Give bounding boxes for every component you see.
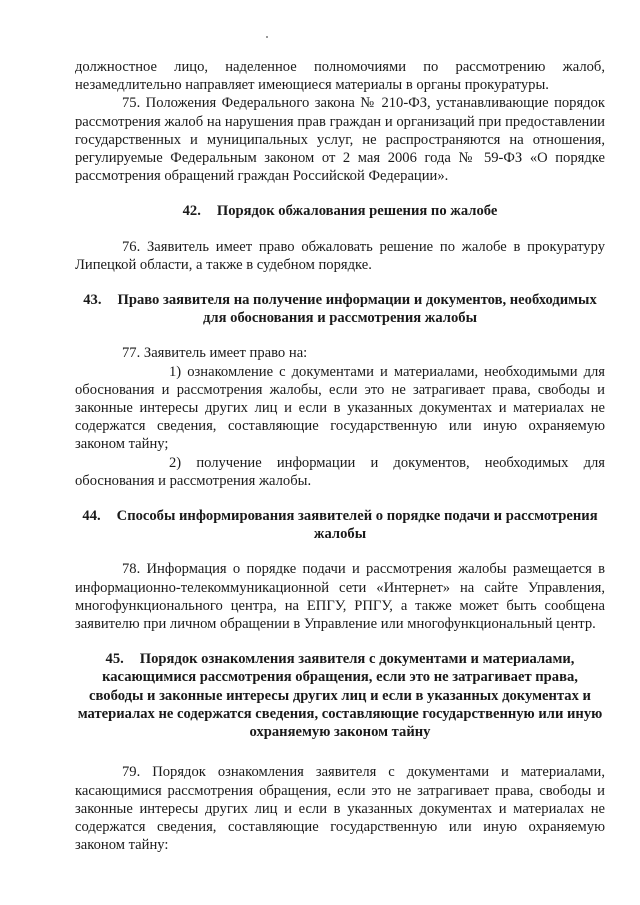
section-heading-45	[75, 650, 605, 741]
paragraph-75: 75. Положения Федерального закона № 210-ФЗ, устанавливающие порядок рассмотрения жалоб на нарушения прав граждан и организаций при предоставлении государственных и муниципальных услуг, не распространяются на отношения, регулируемые Федеральным законом от 2 мая 2006 года № 59-ФЗ «О порядке рассмотрения обращений граждан Российской Федерации».	[75, 95, 605, 185]
scan-speck	[266, 36, 268, 38]
paragraph-78: 78. Информация о порядке подачи и рассмотрения жалобы размещается в информационно-телекоммуникационной сети «Интернет» на сайте Управления, многофункционального центра, на ЕПГУ, РПГУ, а также может быть сообщена заявителю при личном обращении в Управление или многофункциональный центр.	[75, 561, 605, 633]
list-number: 1)	[169, 363, 182, 380]
section-number: 42.	[182, 203, 201, 220]
paragraph-79: 79. Порядок ознакомления заявителя с документами и материалами, касающимися рассмотрения обращения, если это не затрагивает права, свободы и законные интересы других лиц и если в указанных документах и материалах не содержатся сведения, составляющие государственную или иную охраняемую законом тайну:	[75, 764, 605, 854]
section-title: Порядок обжалования решения по жалобе	[216, 203, 498, 220]
section-title: Право заявителя на получение информации и документов, необходимых для обоснования и рассмотрения жалобы	[117, 292, 597, 327]
paragraph-76: 76. Заявитель имеет право обжаловать решение по жалобе в прокуратуру Липецкой области, а также в судебном порядке.	[75, 238, 605, 273]
list-item-77-1	[75, 363, 605, 454]
section-heading-44	[75, 507, 605, 543]
paragraph-continuation: должностное лицо, наделенное полномочиями по рассмотрению жалоб, незамедлительно направляет имеющиеся материалы в органы прокуратуры.	[75, 59, 605, 94]
section-number: 43.	[83, 292, 102, 309]
section-number: 44.	[82, 508, 101, 525]
list-number: 2)	[169, 454, 182, 471]
document-page	[75, 58, 605, 854]
section-title: Способы информирования заявителей о порядке подачи и рассмотрения жалобы	[116, 508, 598, 543]
section-heading-42	[75, 202, 605, 220]
paragraph-77: 77. Заявитель имеет право на:	[122, 345, 308, 362]
list-text: получение информации и документов, необходимых для обоснования и рассмотрения жалобы.	[75, 454, 605, 489]
section-title: Порядок ознакомления заявителя с документами и материалами, касающимися рассмотрения обращения, если это не затрагивает права, свободы и законные интересы других лиц и если в указанных документах и материалах не содержатся сведения, составляющие государственную или иную охраняемую законом тайну	[77, 651, 603, 741]
list-item-77-2	[75, 454, 605, 490]
list-text: ознакомление с документами и материалами, необходимыми для обоснования и рассмотрения жалобы, если это не затрагивает права, свободы и законные интересы других лиц и если в указанных документах и материалах не содержатся сведения, составляющие государственную или иную охраняемую законом тайну;	[75, 363, 605, 453]
section-number: 45.	[105, 651, 124, 668]
section-heading-43	[75, 291, 605, 327]
